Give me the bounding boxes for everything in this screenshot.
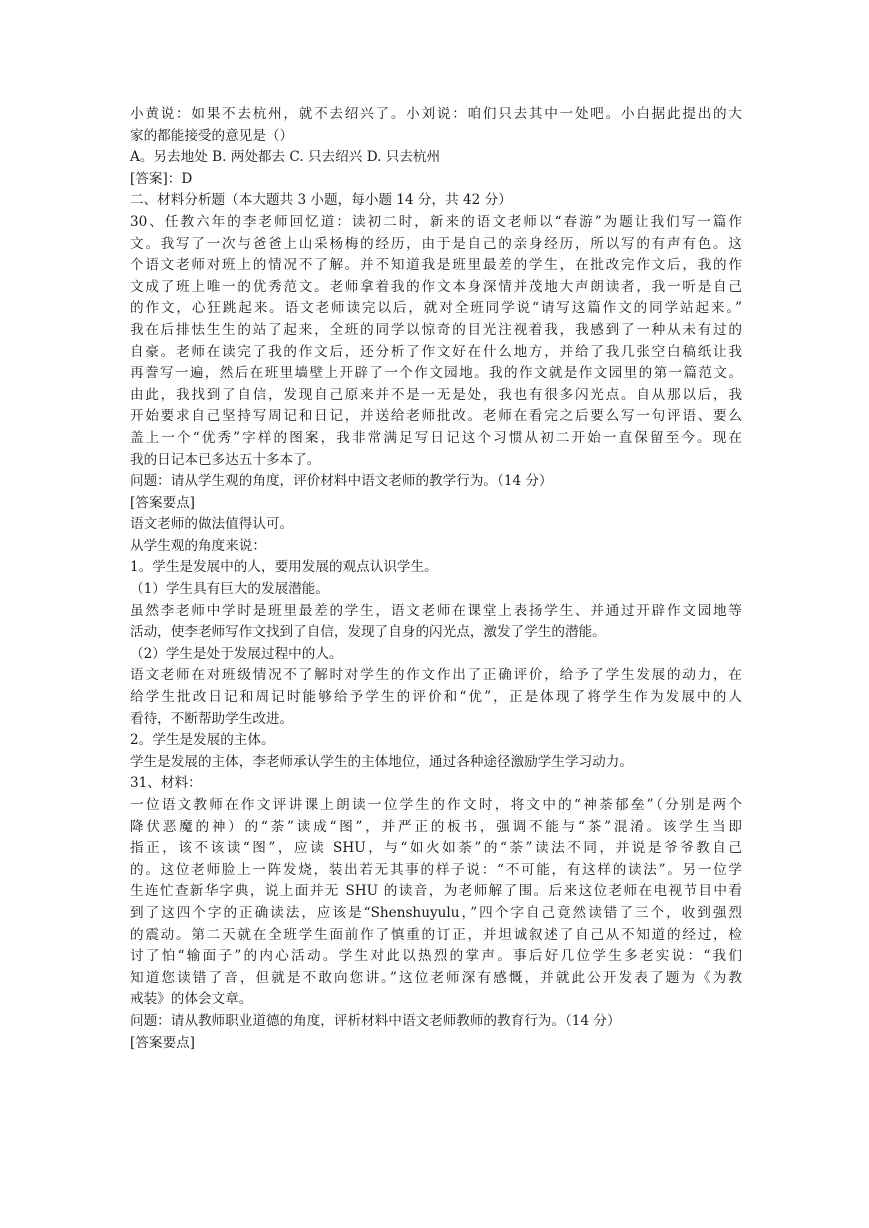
text-line: 开始要求自己坚持写周记和日记，并送给老师批改。老师在看完之后要么写一句评语、要么 [130,408,742,425]
text-line: 给学生批改日记和周记时能够给予学生的评价和“优”，正是体现了将学生作为发展中的人 [130,689,742,706]
text-line: 活动，使李老师写作文找到了自信，发现了自身的闪光点，激发了学生的潜能。 [130,624,606,641]
answer-label: [答案]：D [130,170,193,187]
text-line: 戒装》的体会文章。 [130,991,253,1008]
question-30-line: 30、任教六年的李老师回忆道：读初二时，新来的语文老师以“春游”为题让我们写一篇作 [130,213,742,230]
text-line: 由此，我找到了自信，发现自己原来并不是一无是处，我也有很多闪光点。自从那以后，我 [130,386,742,403]
text-line: 语文老师的做法值得认可。 [130,516,294,533]
text-line: 知道您读错了音，但就是不敢向您讲。”这位老师深有感慨，并就此公开发表了题为《为教 [130,969,742,986]
text-line: 我的日记本已多达五十多本了。 [130,451,321,468]
text-line: 自豪。老师在读完了我的作文后，还分析了作文好在什么地方，并给了我几张空白稿纸让我 [130,343,742,360]
text-line: 讨了怕“输面子”的内心活动。学生对此以热烈的掌声。事后好几位学生多老实说：“我们 [130,948,742,965]
text-line: 的。这位老师脸上一阵发烧，装出若无其事的样子说：“不可能，有这样的读法”。另一位学 [130,861,742,878]
text-line: 2。学生是发展的主体。 [130,732,275,749]
text-line: 再誊写一遍，然后在班里墙壁上开辟了一个作文园地。我的作文就是作文园里的第一篇范文。 [130,365,742,382]
text-line: （2）学生是处于发展过程中的人。 [130,645,343,662]
section-heading: 二、材料分析题（本大题共 3 小题，每小题 14 分，共 42 分） [130,192,512,209]
text-line: 降伏恶魔的神）的“荼”读成“图”，并严正的板书，强调不能与“茶”混淆。该学生当即 [130,818,742,835]
question-prompt: 问题：请从学生观的角度，评价材料中语文老师的教学行为。（14 分） [130,473,553,490]
text-line: 1。学生是发展中的人，要用发展的观点认识学生。 [130,559,438,576]
text-line: 生连忙查新华字典，说上面并无 SHU 的读音，为老师解了围。后来这位老师在电视节目中看 [130,883,742,900]
answer-key-heading: [答案要点] [130,494,195,511]
text-line: 到了这四个字的正确读法，应该是“Shenshuyulu，”四个字自己竟然读错了三个，收到强烈 [130,904,742,921]
text-line: 指正，该不该读“图”，应读 SHU，与“如火如荼”的“荼”读法不同，并说是爷爷教自己 [130,840,742,857]
text-line: 的作文，心狂跳起来。语文老师读完以后，就对全班同学说“请写这篇作文的同学站起来。” [130,300,742,317]
text-line: 一位语文教师在作文评讲课上朗读一位学生的作文时，将文中的“神荼郁垒”（分别是两个 [130,797,742,813]
text-line: 文成了班上唯一的优秀范文。老师拿着我的作文本身深情并茂地大声朗读者，我一听是自己 [130,278,742,295]
text-line: 从学生观的角度来说： [130,537,266,554]
text-line: 个语文老师对班上的情况不了解。并不知道我是班里最差的学生，在批改完作文后，我的作 [130,257,742,274]
text-line: 小黄说：如果不去杭州，就不去绍兴了。小刘说：咱们只去其中一处吧。小白据此提出的大 [130,106,742,122]
text-line: 看待，不断帮助学生改进。 [130,710,294,727]
text-line: 虽然李老师中学时是班里最差的学生，语文老师在课堂上表扬学生、并通过开辟作文园地等 [130,602,742,619]
answer-options: A。另去地处 B. 两处都去 C. 只去绍兴 D. 只去杭州 [130,149,441,166]
text-line: 家的都能接受的意见是（） [130,127,294,144]
text-line: 学生是发展的主体，李老师承认学生的主体地位，通过各种途径激励学生学习动力。 [130,753,633,770]
text-line: 我在后排怯生生的站了起来，全班的同学以惊奇的目光注视着我，我感到了一种从未有过的 [130,321,742,338]
text-line: 的震动。第二天就在全班学生面前作了慎重的订正，并坦诚叙述了自己从不知道的经过，检 [130,926,742,943]
document-page [130,104,742,1054]
text-line: 盖上一个“优秀”字样的图案，我非常满足写日记这个习惯从初二开始一直保留至今。现在 [130,429,742,446]
text-line: 文。我写了一次与爸爸上山采杨梅的经历，由于是自己的亲身经历，所以写的有声有色。这 [130,235,742,252]
question-31-heading: 31、材料： [130,775,202,792]
text-line: （1）学生具有巨大的发展潜能。 [130,581,329,598]
text-line: 语文老师在对班级情况不了解时对学生的作文作出了正确评价，给予了学生发展的动力，在 [130,667,742,684]
answer-key-heading: [答案要点] [130,1034,195,1051]
question-prompt: 问题：请从教师职业道德的角度，评析材料中语文老师教师的教育行为。（14 分） [130,1012,621,1029]
